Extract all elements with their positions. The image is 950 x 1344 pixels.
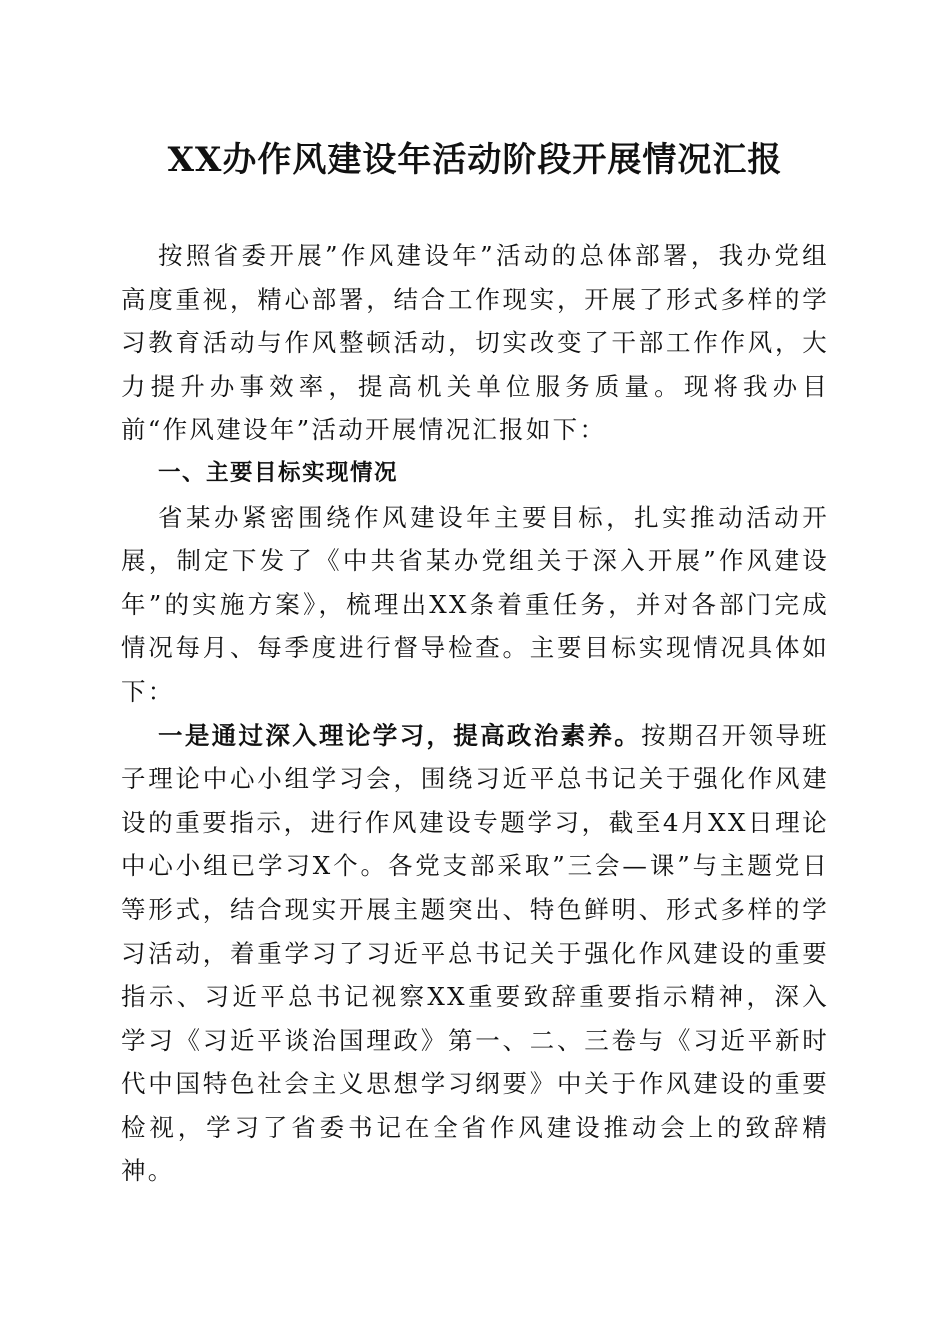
item-paragraph bbox=[121, 714, 829, 1194]
item-text: 按期召开领导班子理论中心小组学习会，围绕习近平总书记关于强化作风建设的重要指示，进行作风建设专题学习，截至4月XX日理论中心小组已学习X个。各党支部采取”三会—课”与主题党日等形式，结合现实开展主题突出、特色鲜明、形式多样的学习活动，着重学习了习近平总书记关于强化作风建设的重要指示、习近平总书记视察XX重要致辞重要指示精神，深入学习《习近平谈治国理政》第一、二、三卷与《习近平新时代中国特色社会主义思想学习纲要》中关于作风建设的重要检视，学习了省委书记在全省作风建设推动会上的致辞精神。 bbox=[121, 720, 829, 1186]
section-paragraph: 省某办紧密围绕作风建设年主要目标，扎实推动活动开展，制定下发了《中共省某办党组关于深入开展”作风建设年”的实施方案》，梳理出XX条着重任务，并对各部门完成情况每月、每季度进行督导检查。主要目标实现情况具体如下： bbox=[121, 502, 829, 706]
intro-paragraph: 按照省委开展”作风建设年”活动的总体部署，我办党组高度重视，精心部署，结合工作现实，开展了形式多样的学习教育活动与作风整顿活动，切实改变了干部工作作风，大力提升办事效率，提高机关单位服务质量。现将我办目前“作风建设年”活动开展情况汇报如下： bbox=[121, 241, 829, 445]
document-body bbox=[121, 234, 829, 1193]
item-lead: 一是通过深入理论学习，提高政治素养。 bbox=[158, 720, 642, 750]
section-heading: 一、主要目标实现情况 bbox=[158, 459, 399, 486]
document-title: XX办作风建设年活动阶段开展情况汇报 bbox=[167, 140, 783, 180]
